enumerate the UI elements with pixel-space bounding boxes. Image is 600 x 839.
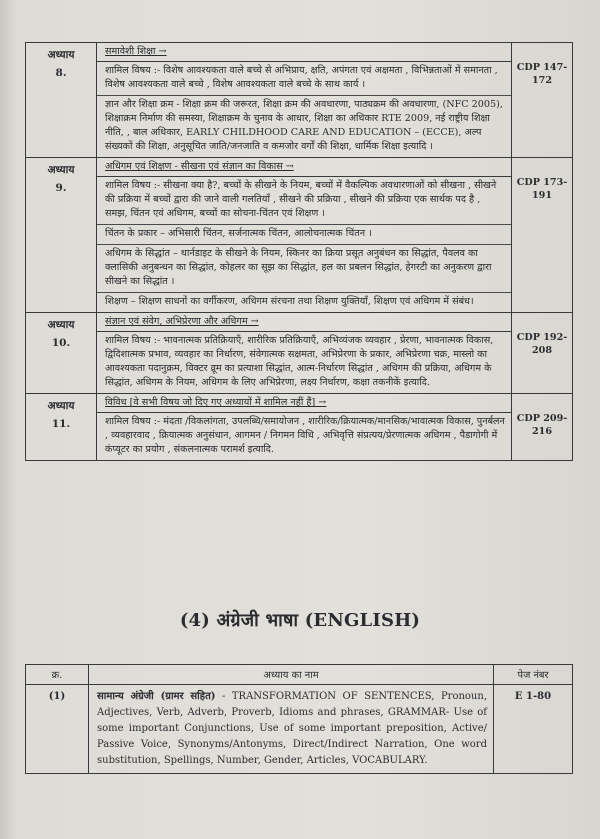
chapter-title: समावेशी शिक्षा →: [105, 46, 167, 57]
chapter-page-range: CDP 209-216: [512, 394, 573, 461]
chapter-label: अध्याय: [47, 164, 75, 176]
chapter-paragraph: ज्ञान और शिक्षा क्रम - शिक्षा क्रम की जरूरत, शिक्षा क्रम की अवधारणा, पाठ्यक्रम की अवधारणा, (NFC 2005), शिक्षाक्रम निर्माण की समस्या, शिक्षाक्रम के चुनाव के आधार, शिक्षा का अधिकार RTE 2009, नई राष्ट्रीय शिक्षा नीति, , बाल अधिकार, EARLY CHILDHOOD CARE AND EDUCATION – (ECCE), अल्प संख्यकों की शिक्षा, अनुसूचित जाति/जनजाति व कमजोर वर्गों की शिक्षा, धार्मिक शिक्षा इत्यादि ।: [105, 99, 503, 152]
chapter-content-cell: [97, 158, 512, 313]
chapter-label: अध्याय: [47, 400, 75, 412]
chapter-row: [26, 43, 573, 158]
chapter-page-range: CDP 173-191: [512, 158, 573, 313]
chapter-content-cell: [97, 394, 512, 461]
chapter-title: विविध [वे सभी विषय जो दिए गए अध्यायों में शामिल नहीं हैं] →: [105, 397, 327, 408]
chapter-label: अध्याय: [47, 49, 75, 61]
chapter-number-cell: [26, 158, 97, 313]
chapter-number-cell: [26, 394, 97, 461]
chapter-number-cell: [26, 43, 97, 158]
chapter-label: अध्याय: [47, 319, 75, 331]
chapter-paragraph: शामिल विषय :- विशेष आवश्यकता वाले बच्चे से अभिप्राय, क्षति, अपंगता एवं अक्षमता , विभिन्नताओं में समानता , विशेष आवश्यकता वाले बच्चे , विशेष आवश्यकता वाले बच्चे के साथ कार्य ।: [97, 62, 511, 96]
chapters-table: [25, 42, 573, 461]
chapter-title-line: [97, 43, 511, 62]
chapter-paragraph: शामिल विषय :- सीखना क्या है?, बच्चों के सीखने के नियम, बच्चों में वैकल्पिक अवधारणाओं को सीखना , सीखने की प्रक्रिया में बच्चों द्वारा की जाने वाली गलतियाँ , सीखने की प्रक्रिया , सीखने की प्रक्रिया एक सार्थक पद है , समझ, चिंतन एवं अधिगम, बच्चों का सोचना-चिंतन एवं शिक्षण ।: [97, 177, 511, 225]
header-chapter-name: अध्याय का नाम: [89, 665, 494, 685]
chapter-row: [26, 158, 573, 313]
chapter-paragraph: शिक्षण – शिक्षण साधनों का वर्गीकरण, अधिगम संरचना तथा शिक्षण युक्तियाँ, शिक्षण एवं अधिगम में संबंध।: [105, 296, 474, 307]
chapter-title: अधिगम एवं शिक्षण - सीखना एवं संज्ञान का विकास →: [105, 161, 294, 172]
chapter-title-line: [97, 158, 511, 177]
header-serial: क्र.: [26, 665, 89, 685]
chapter-page-range: CDP 192-208: [512, 313, 573, 394]
chapter-paragraph: चिंतन के प्रकार – अभिसारी चिंतन, सर्जनात्मक चिंतन, आलोचनात्मक चिंतन ।: [97, 225, 511, 245]
chapter-number: 8.: [55, 67, 67, 79]
chapter-row: [26, 394, 573, 461]
chapter-content-cell: [97, 313, 512, 394]
chapter-content-cell: [97, 43, 512, 158]
chapter-number: 9.: [55, 182, 67, 194]
chapter-number-cell: [26, 313, 97, 394]
chapter-number: 10.: [51, 337, 71, 349]
english-table: [25, 664, 573, 774]
row-topics: - TRANSFORMATION OF SENTENCES, Pronoun, Adjectives, Verb, Adverb, Proverb, Idioms and phrases, GRAMMAR- Use of some important Conjunctions, Use of some important preposition, Active/ Passive Voice, Synonyms/Antonyms, Direct/Indirect Narration, One word substitution, Spellings, Number, Gender, Articles, VOCABULARY.: [97, 691, 487, 766]
chapter-paragraph: शामिल विषय :- भावनात्मक प्रतिक्रियाएँ, शारीरिक प्रतिक्रियाएँ, अभिव्यंजक व्यवहार , प्रेरणा, भावनात्मक विकास, द्विदिशात्मक प्रभाव, व्यवहार का निर्धारण, संवेगात्मक सक्षमता, अभिप्रेरणा के प्रकार, अभिप्रेरणा चक्र, मास्लो का आवश्यकता पदानुक्रम, विक्टर व्रूम का प्रत्याशा सिद्धांत, आत्म-निर्धारण सिद्धांत , अधिगम की प्रक्रिया, अधिगम के सिद्धांत, अधिगम के नियम, अधिगम के लिए अभिप्रेरणा, लक्ष्य निर्धारण, कक्षा तकनीकें इत्यादि.: [105, 335, 494, 388]
english-table-row: [26, 685, 573, 774]
chapter-title: संज्ञान एवं संवेग, अभिप्रेरणा और अधिगम →: [105, 316, 259, 327]
english-section-heading: (4) अंग्रेजी भाषा (ENGLISH): [179, 610, 421, 631]
chapter-row: [26, 313, 573, 394]
row-serial: (1): [26, 685, 89, 774]
chapter-page-range: CDP 147-172: [512, 43, 573, 158]
header-page-number: पेज नंबर: [494, 665, 573, 685]
chapter-number: 11.: [51, 418, 71, 430]
chapter-paragraph: अधिगम के सिद्धांत – थार्नडाइट के सीखने के नियम, स्किनर का क्रिया प्रसूत अनुबंधन का सिद्धांत, पैवलव का क्लासिकी अनुबन्धन का सिद्धांत, कोहलर का सूझ का सिद्धांत, हल का प्रबलन सिद्धांत, हेगरटी का अनुकरण द्वारा सीखने का सिद्धांत ।: [97, 245, 511, 293]
chapter-title-line: [97, 394, 511, 413]
row-page-range: E 1-80: [494, 685, 573, 774]
row-content: [89, 685, 494, 774]
english-table-header: [26, 665, 573, 685]
chapter-title-line: [97, 313, 511, 332]
row-hindi-title: सामान्य अंग्रेजी (ग्रामर सहित): [97, 691, 216, 702]
chapter-paragraph: शामिल विषय :- मंदता /विकलांगता, उपलब्धि/समायोजन , शारीरिक/क्रियात्मक/मानसिक/भावात्मक विकास, पुनर्बलन , व्यवहारवाद , क्रियात्मक अनुसंधान, आगमन / निगमन विधि , अभिवृत्ति संप्रत्यय/प्रेरणात्मक अधिगम , पैडागोगी में कंप्यूटर का प्रयोग , संकलनात्मक परामर्श इत्यादि.: [105, 416, 505, 455]
